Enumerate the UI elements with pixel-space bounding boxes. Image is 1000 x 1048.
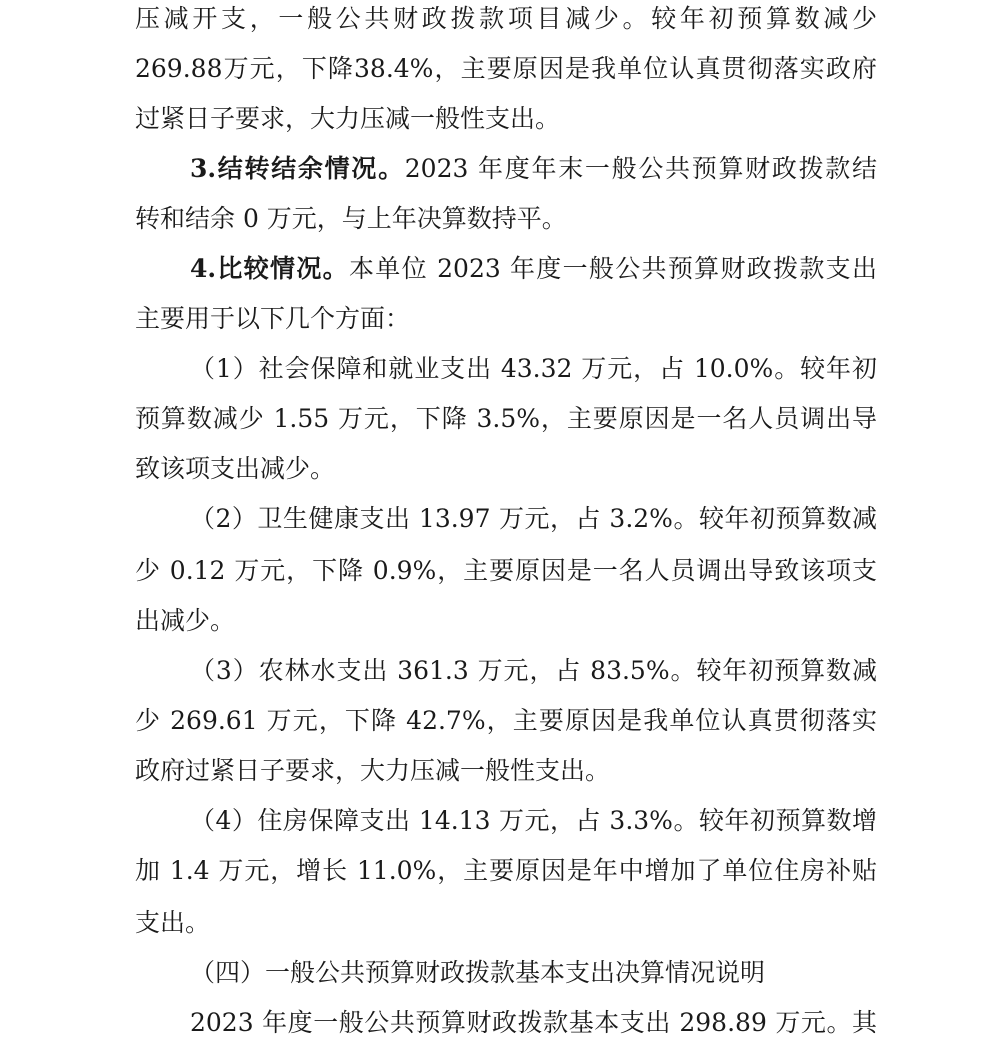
text-line: 2023 年度一般公共预算财政拨款基本支出 298.89 万元。其 [190, 1008, 877, 1037]
section-heading: 4.比较情况。 [190, 254, 349, 283]
text-line: 转和结余 0 万元，与上年决算数持平。 [135, 204, 567, 233]
section-heading-line [190, 144, 877, 194]
section-text: 2023 年度年末一般公共预算财政拨款结 [404, 154, 877, 183]
text-line: 支出。 [135, 908, 211, 937]
text-line: 致该项支出减少。 [135, 454, 336, 483]
section-heading-line [190, 244, 877, 294]
section-text: 本单位 2023 年度一般公共预算财政拨款支出 [348, 254, 877, 283]
text-line: 过紧日子要求，大力压减一般性支出。 [135, 104, 561, 133]
text-line: （2）卫生健康支出 13.97 万元，占 3.2%。较年初预算数减 [190, 504, 877, 533]
text-line: 预算数减少 1.55 万元，下降 3.5%，主要原因是一名人员调出导 [135, 404, 877, 433]
text-line: （1）社会保障和就业支出 43.32 万元，占 10.0%。较年初 [190, 354, 877, 383]
text-line: 出减少。 [135, 606, 236, 635]
text-line: 主要用于以下几个方面： [135, 304, 411, 333]
text-line: 269.88万元，下降38.4%，主要原因是我单位认真贯彻落实政府 [135, 54, 877, 83]
text-line: （4）住房保障支出 14.13 万元，占 3.3%。较年初预算数增 [190, 806, 877, 835]
section-heading: 3.结转结余情况。 [190, 154, 405, 183]
text-line: 加 1.4 万元，增长 11.0%，主要原因是年中增加了单位住房补贴 [135, 856, 877, 885]
text-line: 少 269.61 万元，下降 42.7%，主要原因是我单位认真贯彻落实 [135, 706, 877, 735]
subsection-heading: （四）一般公共预算财政拨款基本支出决算情况说明 [190, 958, 766, 987]
text-line: （3）农林水支出 361.3 万元，占 83.5%。较年初预算数减 [190, 656, 877, 685]
text-line: 少 0.12 万元，下降 0.9%，主要原因是一名人员调出导致该项支 [135, 556, 877, 585]
text-line: 压减开支，一般公共财政拨款项目减少。较年初预算数减少 [135, 4, 877, 33]
text-line: 政府过紧日子要求，大力压减一般性支出。 [135, 756, 611, 785]
